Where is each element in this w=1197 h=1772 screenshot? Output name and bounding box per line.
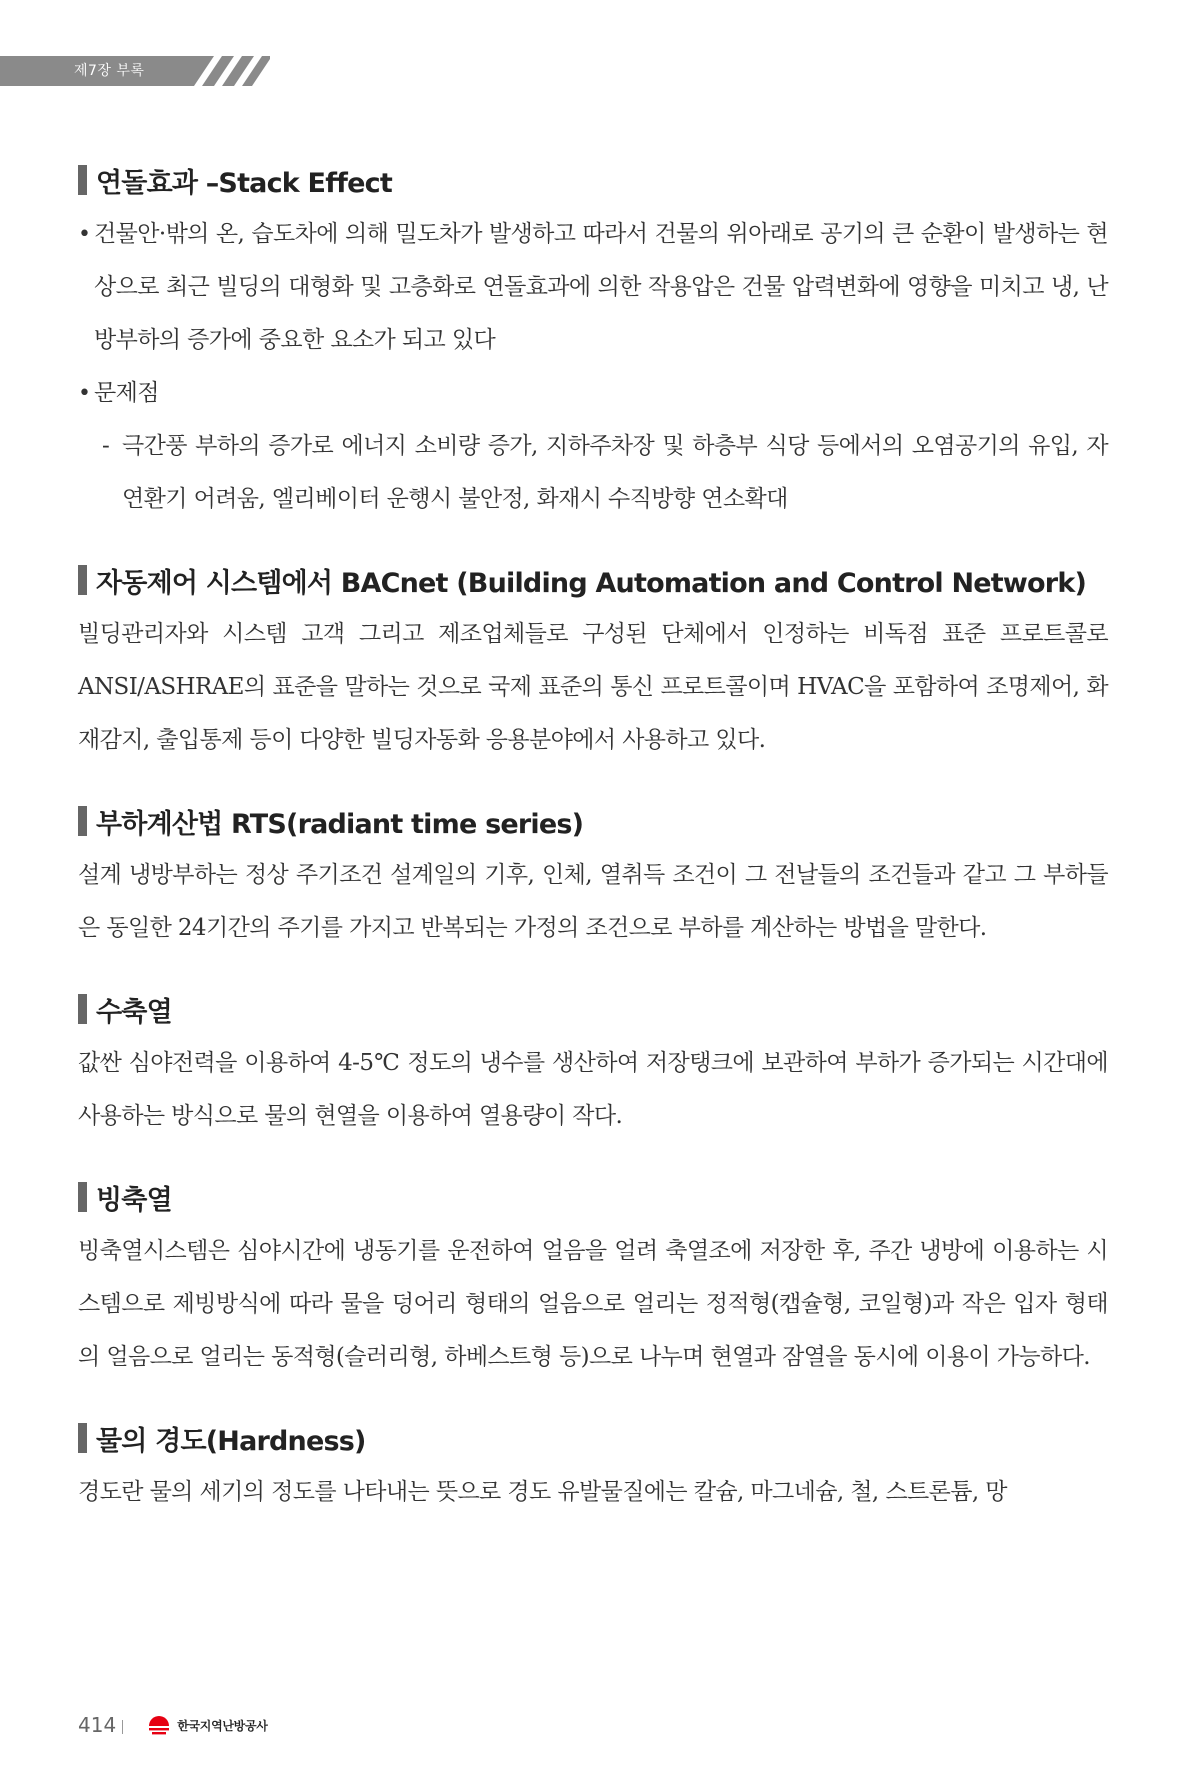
section-heading xyxy=(78,1177,1108,1217)
dash-marker: - xyxy=(102,433,110,459)
section-title: 자동제어 시스템에서 BACnet (Building Automation and Control Network) xyxy=(96,567,1087,599)
section-stack-effect xyxy=(78,160,1108,526)
page-number: 414 xyxy=(78,1713,117,1737)
page-footer xyxy=(78,1710,268,1740)
section-body: 빌딩관리자와 시스템 고객 그리고 제조업체들로 구성된 단체에서 인정하는 비독점 표준 프로트콜로 ANSI/ASHRAE의 표준을 말하는 것으로 국제 표준의 통신 프로트콜이며 HVAC을 포함하여 조명제어, 화재감지, 출입통제 등이 다양한 빌딩자동화 응용분야에서 사용하고 있다. xyxy=(78,621,1108,753)
bullet-item xyxy=(78,367,1108,420)
section-rts xyxy=(78,801,1108,955)
section-ice-storage xyxy=(78,1177,1108,1384)
section-heading xyxy=(78,1418,1108,1458)
heading-bar-marker xyxy=(78,165,87,195)
heading-bar-marker xyxy=(78,565,87,595)
heading-bar-marker xyxy=(78,1423,87,1453)
bullet-text: 문제점 xyxy=(94,380,159,406)
section-title: 빙축열 xyxy=(96,1184,172,1216)
bullet-dot: • xyxy=(78,381,91,406)
section-body: 경도란 물의 세기의 정도를 나타내는 뜻으로 경도 유발물질에는 칼슘, 마그네슘, 철, 스트론튬, 망 xyxy=(78,1479,1007,1505)
heading-bar-marker xyxy=(78,1182,87,1212)
section-heading xyxy=(78,801,1108,841)
dash-text: 극간풍 부하의 증가로 에너지 소비량 증가, 지하주차장 및 하층부 식당 등에서의 오염공기의 유입, 자연환기 어려움, 엘리베이터 운행시 불안정, 화재시 수직방향 연소확대 xyxy=(122,433,1108,512)
section-heading xyxy=(78,989,1108,1029)
section-heading xyxy=(78,560,1108,600)
section-body: 빙축열시스템은 심야시간에 냉동기를 운전하여 얼음을 얼려 축열조에 저장한 후, 주간 냉방에 이용하는 시스템으로 제빙방식에 따라 물을 덩어리 형태의 얼음으로 얼리는 정적형(캡슐형, 코일형)과 작은 입자 형태의 얼음으로 얼리는 동적형(슬러리형, 하베스트형 등)으로 나누며 현열과 잠열을 동시에 이용이 가능하다. xyxy=(78,1238,1108,1370)
section-water-storage xyxy=(78,989,1108,1143)
section-title: 물의 경도(Hardness) xyxy=(96,1425,366,1457)
dash-item xyxy=(102,420,1108,526)
bullet-text: 건물안·밖의 온, 습도차에 의해 밀도차가 발생하고 따라서 건물의 위아래로 공기의 큰 순환이 발생하는 현상으로 최근 빌딩의 대형화 및 고층화로 연돌효과에 의한 작용압은 건물 압력변화에 영향을 미치고 냉, 난방부하의 증가에 중요한 요소가 되고 있다 xyxy=(94,221,1108,353)
section-title: 연돌효과 –Stack Effect xyxy=(96,167,392,199)
heading-bar-marker xyxy=(78,994,87,1024)
kdhc-logo-icon xyxy=(147,1714,171,1736)
section-body: 설계 냉방부하는 정상 주기조건 설계일의 기후, 인체, 열취득 조건이 그 전날들의 조건들과 같고 그 부하들은 동일한 24기간의 주기를 가지고 반복되는 가정의 조건으로 부하를 계산하는 방법을 말한다. xyxy=(78,862,1108,941)
section-bacnet xyxy=(78,560,1108,767)
publisher-name: 한국지역난방공사 xyxy=(177,1718,268,1733)
section-heading xyxy=(78,160,1108,200)
heading-bar-marker xyxy=(78,806,87,836)
section-title: 수축열 xyxy=(96,996,172,1028)
bullet-item xyxy=(78,208,1108,367)
section-water-hardness xyxy=(78,1418,1108,1519)
section-body: 값싼 심야전력을 이용하여 4-5℃ 정도의 냉수를 생산하여 저장탱크에 보관하여 부하가 증가되는 시간대에 사용하는 방식으로 물의 현열을 이용하여 열용량이 작다. xyxy=(78,1050,1108,1129)
footer-divider xyxy=(122,1720,123,1734)
page-content xyxy=(78,160,1108,1553)
bullet-dot: • xyxy=(78,222,91,247)
section-title: 부하계산법 RTS(radiant time series) xyxy=(96,808,584,840)
chapter-label: 제7장 부록 xyxy=(74,63,145,79)
